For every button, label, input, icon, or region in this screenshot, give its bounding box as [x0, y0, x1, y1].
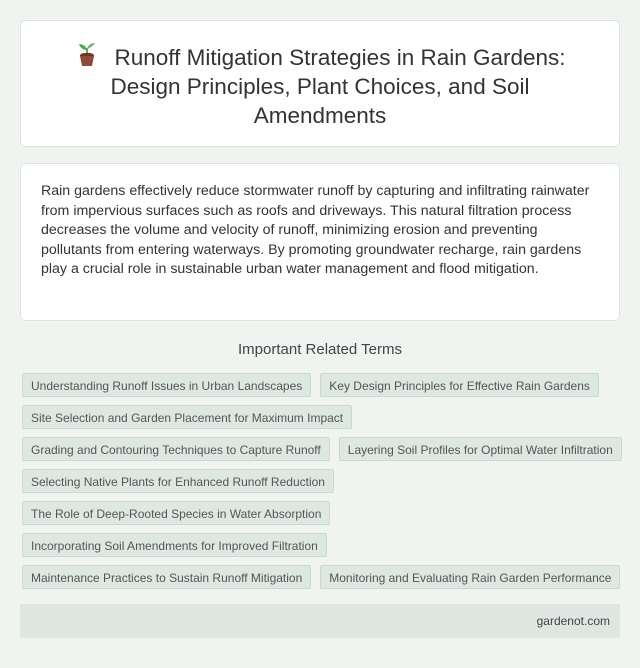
related-term-tag[interactable]: Layering Soil Profiles for Optimal Water Infiltration	[339, 437, 622, 461]
related-term-tag[interactable]: Key Design Principles for Effective Rain Gardens	[320, 373, 599, 397]
related-term-tag[interactable]: Incorporating Soil Amendments for Improved Filtration	[22, 533, 327, 557]
tag-row	[22, 565, 622, 589]
tag-row	[22, 501, 622, 525]
footer-site-link[interactable]: gardenot.com	[536, 614, 610, 628]
related-term-tag[interactable]: Understanding Runoff Issues in Urban Landscapes	[22, 373, 311, 397]
footer	[20, 604, 620, 638]
intro-paragraph: Rain gardens effectively reduce stormwater runoff by capturing and infiltrating rainwater from impervious surfaces such as roofs and driveways. This natural filtration process decreases the volume and velocity of runoff, minimizing erosion and preventing pollutants from entering waterways. By promoting groundwater recharge, rain gardens play a crucial role in sustainable urban water management and flood mitigation.	[41, 183, 590, 277]
related-term-tag[interactable]: Selecting Native Plants for Enhanced Runoff Reduction	[22, 469, 334, 493]
related-term-tag[interactable]: Grading and Contouring Techniques to Capture Runoff	[22, 437, 330, 461]
tag-row	[22, 437, 622, 461]
page-title	[51, 43, 589, 130]
seedling-icon	[74, 43, 100, 67]
tag-row	[22, 405, 622, 429]
related-term-tag[interactable]: Monitoring and Evaluating Rain Garden Performance	[320, 565, 620, 589]
page-title-text: Runoff Mitigation Strategies in Rain Gardens: Design Principles, Plant Choices, and Soil Amendments	[110, 45, 566, 128]
related-term-tag[interactable]: Maintenance Practices to Sustain Runoff Mitigation	[22, 565, 311, 589]
intro-card	[20, 163, 620, 321]
related-term-tag[interactable]: Site Selection and Garden Placement for Maximum Impact	[22, 405, 352, 429]
related-term-tag[interactable]: The Role of Deep-Rooted Species in Water Absorption	[22, 501, 330, 525]
title-card	[20, 20, 620, 147]
related-terms-heading: Important Related Terms	[238, 341, 402, 358]
tag-row	[22, 533, 622, 557]
tag-row	[22, 373, 622, 397]
tag-row	[22, 469, 622, 493]
related-terms-list	[22, 373, 622, 597]
